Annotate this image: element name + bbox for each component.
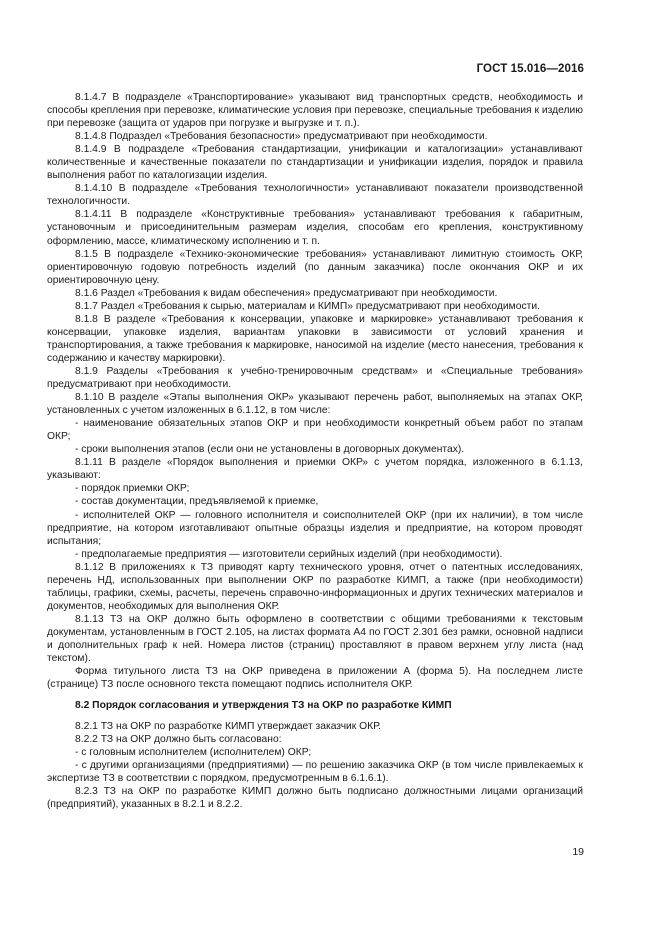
paragraph: 8.1.5 В подразделе «Технико-экономические требования» устанавливают лимитную стоимость ОКР, ориентировочную годовую потребность изделий (по данным заказчика) после окончания ОКР и их ориентировочную цену.	[47, 248, 583, 286]
list-item: - наименование обязательных этапов ОКР и при необходимости конкретный объем работ по этапам ОКР;	[47, 418, 583, 443]
paragraph: 8.1.4.10 В подразделе «Требования технологичности» устанавливают показатели производственной технологичности.	[47, 183, 583, 208]
paragraph: 8.1.13 ТЗ на ОКР должно быть оформлено в соответствии с общими требованиями к текстовым документам, установленным в ГОСТ 2.105, на листах формата А4 по ГОСТ 2.301 без рамки, основной надписи и дополнительных граф к ней. Номера листов (страниц) проставляют в правом верхнем углу листа (над текстом).	[47, 613, 583, 665]
paragraph: 8.1.7 Раздел «Требования к сырью, материалам и КИМП» предусматривают при необходимости.	[75, 300, 540, 312]
list-item: - сроки выполнения этапов (если они не установлены в договорных документах).	[75, 444, 465, 456]
document-code-header: ГОСТ 15.016—2016	[476, 63, 584, 75]
paragraph: 8.2.2 ТЗ на ОКР должно быть согласовано:	[75, 734, 282, 746]
paragraph: 8.1.4.8 Подраздел «Требования безопасности» предусматривают при необходимости.	[75, 131, 488, 143]
paragraph: 8.1.4.7 В подразделе «Транспортирование» указывают вид транспортных средств, необходимость и способы крепления при перевозке, климатические условия при перевозке, специальные требования к изделию при перевозке (защита от ударов при погрузке и выгрузке и т. п.).	[47, 92, 583, 130]
paragraph: 8.1.8 В разделе «Требования к консервации, упаковке и маркировке» устанавливают требования к консервации, упаковке изделия, вариантам упаковки в зависимости от условий хранения и транспортирования, а также требования к маркировке, наносимой на изделие (место нанесения, требования к содержанию и качеству маркировки).	[47, 313, 583, 364]
list-item: - с головным исполнителем (исполнителем) ОКР;	[75, 747, 312, 759]
paragraph: Форма титульного листа ТЗ на ОКР приведена в приложении А (форма 5). На последнем листе (странице) ТЗ после основного текста помещают подпись исполнителя ОКР.	[47, 666, 583, 691]
paragraph: 8.2.3 ТЗ на ОКР по разработке КИМП должно быть подписано должностными лицами организаций (предприятий), указанных в 8.2.1 и 8.2.2.	[47, 786, 583, 811]
list-item: - порядок приемки ОКР;	[75, 483, 190, 495]
paragraph: 8.1.6 Раздел «Требования к видам обеспечения» предусматривают при необходимости.	[75, 287, 498, 299]
list-item: - с другими организациями (предприятиями) — по решению заказчика ОКР (в том числе привлекаемых к экспертизе ТЗ в соответствии с порядком, предусмотренным в 6.1.6.1).	[47, 760, 583, 785]
section-heading: 8.2 Порядок согласования и утверждения ТЗ на ОКР по разработке КИМП	[75, 700, 452, 712]
list-item: - исполнителей ОКР — головного исполнителя и соисполнителей ОКР (при их наличии), в том числе предприятие, на котором изготавливают опытные образцы изделия и предприятие, на котором проводят испытания;	[47, 509, 583, 547]
paragraph: 8.1.9 Разделы «Требования к учебно-тренировочным средствам» и «Специальные требования» предусматривают при необходимости.	[47, 365, 583, 391]
document-body	[47, 91, 583, 811]
list-item: - состав документации, предъявляемой к приемке,	[75, 496, 319, 508]
paragraph: 8.1.12 В приложениях к ТЗ приводят карту технического уровня, отчет о патентных исследованиях, перечень НД, использованных при выполнении ОКР по разработке КИМП, а также (при необходимости) таблицы, графики, схемы, расчеты, перечень справочно-информационных и других технических материалов и документов, необходимых для выполнения ОКР.	[47, 561, 583, 612]
paragraph: 8.1.4.9 В подразделе «Требования стандартизации, унификации и каталогизации» устанавливают количественные и качественные показатели по стандартизации и унификации изделия, порядок и правила выполнения работ по каталогизации изделия.	[47, 144, 583, 182]
paragraph: 8.2.1 ТЗ на ОКР по разработке КИМП утверждает заказчик ОКР.	[75, 721, 381, 733]
paragraph: 8.1.10 В разделе «Этапы выполнения ОКР» указывают перечень работ, выполняемых на этапах ОКР, установленных с учетом изложенных в 6.1.12, в том числе:	[47, 392, 583, 417]
paragraph: 8.1.4.11 В подразделе «Конструктивные требования» устанавливают требования к габаритным, установочным и присоединительным размерам изделия, способам его крепления, конструктивному оформлению, массе, климатическому исполнению и т. п.	[47, 209, 583, 247]
paragraph: 8.1.11 В разделе «Порядок выполнения и приемки ОКР» с учетом порядка, изложенного в 6.1.13, указывают:	[47, 457, 583, 482]
list-item: - предполагаемые предприятия — изготовители серийных изделий (при необходимости).	[75, 548, 503, 560]
page-number: 19	[572, 846, 584, 858]
